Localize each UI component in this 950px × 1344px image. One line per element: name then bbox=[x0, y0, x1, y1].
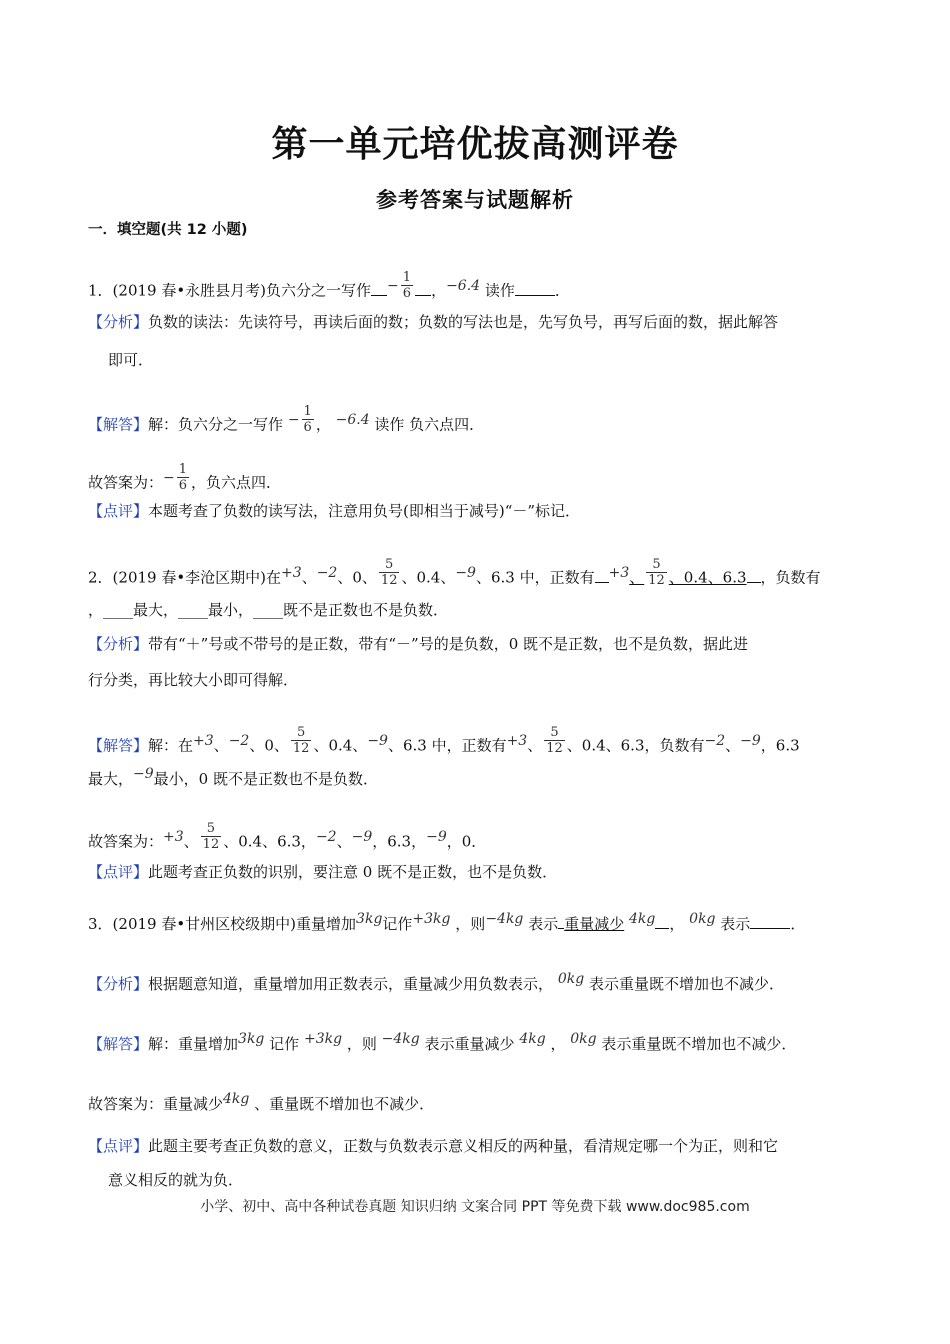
fraction-five-twelfths: $\frac{5}{12}$ bbox=[202, 821, 220, 852]
q2-answer: 【解答】解：在+3、−2、0、 $\frac{5}{12}$ 、0.4、−9、6.3 中，正数有+3、 $\frac{5}{12}$ 、0.4、6.3，负数有−2、−9，6.3 bbox=[88, 725, 800, 756]
q1-final: 故答案为：− $\frac{1}{6}$ ，负六点四． bbox=[88, 462, 282, 493]
q1-comment: 【点评】本题考查了负数的读写法，注意用负号(即相当于减号)“－”标记． bbox=[88, 502, 581, 520]
answer-blank bbox=[371, 281, 387, 296]
q2-analysis-cont: 行分类，再比较大小即可得解． bbox=[88, 671, 299, 689]
section-heading: 一．填空题(共 12 小题) bbox=[88, 222, 248, 238]
fraction-one-sixth: $\frac{1}{6}$ bbox=[402, 270, 412, 301]
footer-link[interactable]: 小学、初中、高中各种试卷真题 知识归纳 文案合同 PPT 等免费下载 www.doc985.com bbox=[200, 1199, 750, 1215]
page-title: 第一单元培优拔高测评卷 bbox=[271, 124, 679, 165]
q2-analysis: 【分析】带有“＋”号或不带号的是正数，带有“－”号的是负数，0 既不是正数，也不是负数，据此进 bbox=[88, 635, 749, 653]
answer-blank bbox=[515, 281, 555, 296]
answer-blank bbox=[655, 914, 669, 929]
q1-stem: 1．(2019 春•永胜县月考)负六分之一写作 − $\frac{1}{6}$ ，−6.4 读作 ． bbox=[88, 270, 570, 301]
fraction-one-sixth: $\frac{1}{6}$ bbox=[303, 404, 312, 435]
fraction-five-twelfths: $\frac{5}{12}$ bbox=[648, 557, 665, 588]
answer-blank bbox=[750, 914, 790, 929]
fraction-five-twelfths: $\frac{5}{12}$ bbox=[380, 557, 398, 588]
q3-analysis: 【分析】根据题意知道，重量增加用正数表示，重量减少用负数表示， 0kg 表示重量既不增加也不减少． bbox=[88, 971, 784, 993]
q1-analysis: 【分析】负数的读法：先读符号，再读后面的数；负数的写法也是，先写负号，再写后面的数，据此解答 bbox=[88, 313, 779, 331]
q1-answer: 【解答】解：负六分之一写作 − $\frac{1}{6}$ ， −6.4 读作 负六点四． bbox=[88, 404, 485, 435]
q2-answer-line2: 最大，−9最小，0 既不是正数也不是负数． bbox=[88, 766, 378, 788]
q3-final: 故答案为：重量减少4kg 、重量既不增加也不减少． bbox=[88, 1091, 435, 1113]
fraction-five-twelfths: $\frac{5}{12}$ bbox=[292, 725, 310, 756]
q3-comment: 【点评】此题主要考查正负数的意义，正数与负数表示意义相反的两种量，看清规定哪一个为正，则和它 bbox=[88, 1137, 779, 1155]
q2-comment: 【点评】此题考查正负数的识别，要注意 0 既不是正数，也不是负数． bbox=[88, 863, 558, 881]
q3-answer: 【解答】解：重量增加3kg 记作 +3kg ，则 −4kg 表示重量减少 4kg ， 0kg 表示重量既不增加也不减少． bbox=[88, 1031, 797, 1053]
q3-stem: 3．(2019 春•甘州区校级期中)重量增加3kg记作+3kg ，则−4kg 表示 重量减少 4kg ， 0kg 表示 ． bbox=[88, 911, 806, 933]
answer-blank bbox=[747, 568, 761, 583]
page-subtitle: 参考答案与试题解析 bbox=[376, 188, 574, 212]
answer-blank bbox=[595, 568, 609, 583]
q1-analysis-cont: 即可． bbox=[108, 351, 154, 369]
q2-stem: 2．(2019 春•李沧区期中)在+3、−2、0、 $\frac{5}{12}$ 、0.4、−9、6.3 中，正数有 +3、 $\frac{5}{12}$ 、0.4、6.3 ，负数有 bbox=[88, 557, 821, 588]
fraction-one-sixth: $\frac{1}{6}$ bbox=[178, 462, 188, 493]
answer-blank bbox=[415, 281, 431, 296]
q2-final: 故答案为：+3、 $\frac{5}{12}$ 、0.4、6.3，−2、−9，6.3，−9，0． bbox=[88, 821, 487, 852]
q2-stem-line2: ，____最大，____最小，____既不是正数也不是负数． bbox=[88, 601, 449, 619]
fraction-five-twelfths: $\frac{5}{12}$ bbox=[546, 725, 563, 756]
q3-comment-cont: 意义相反的就为负． bbox=[108, 1171, 244, 1189]
